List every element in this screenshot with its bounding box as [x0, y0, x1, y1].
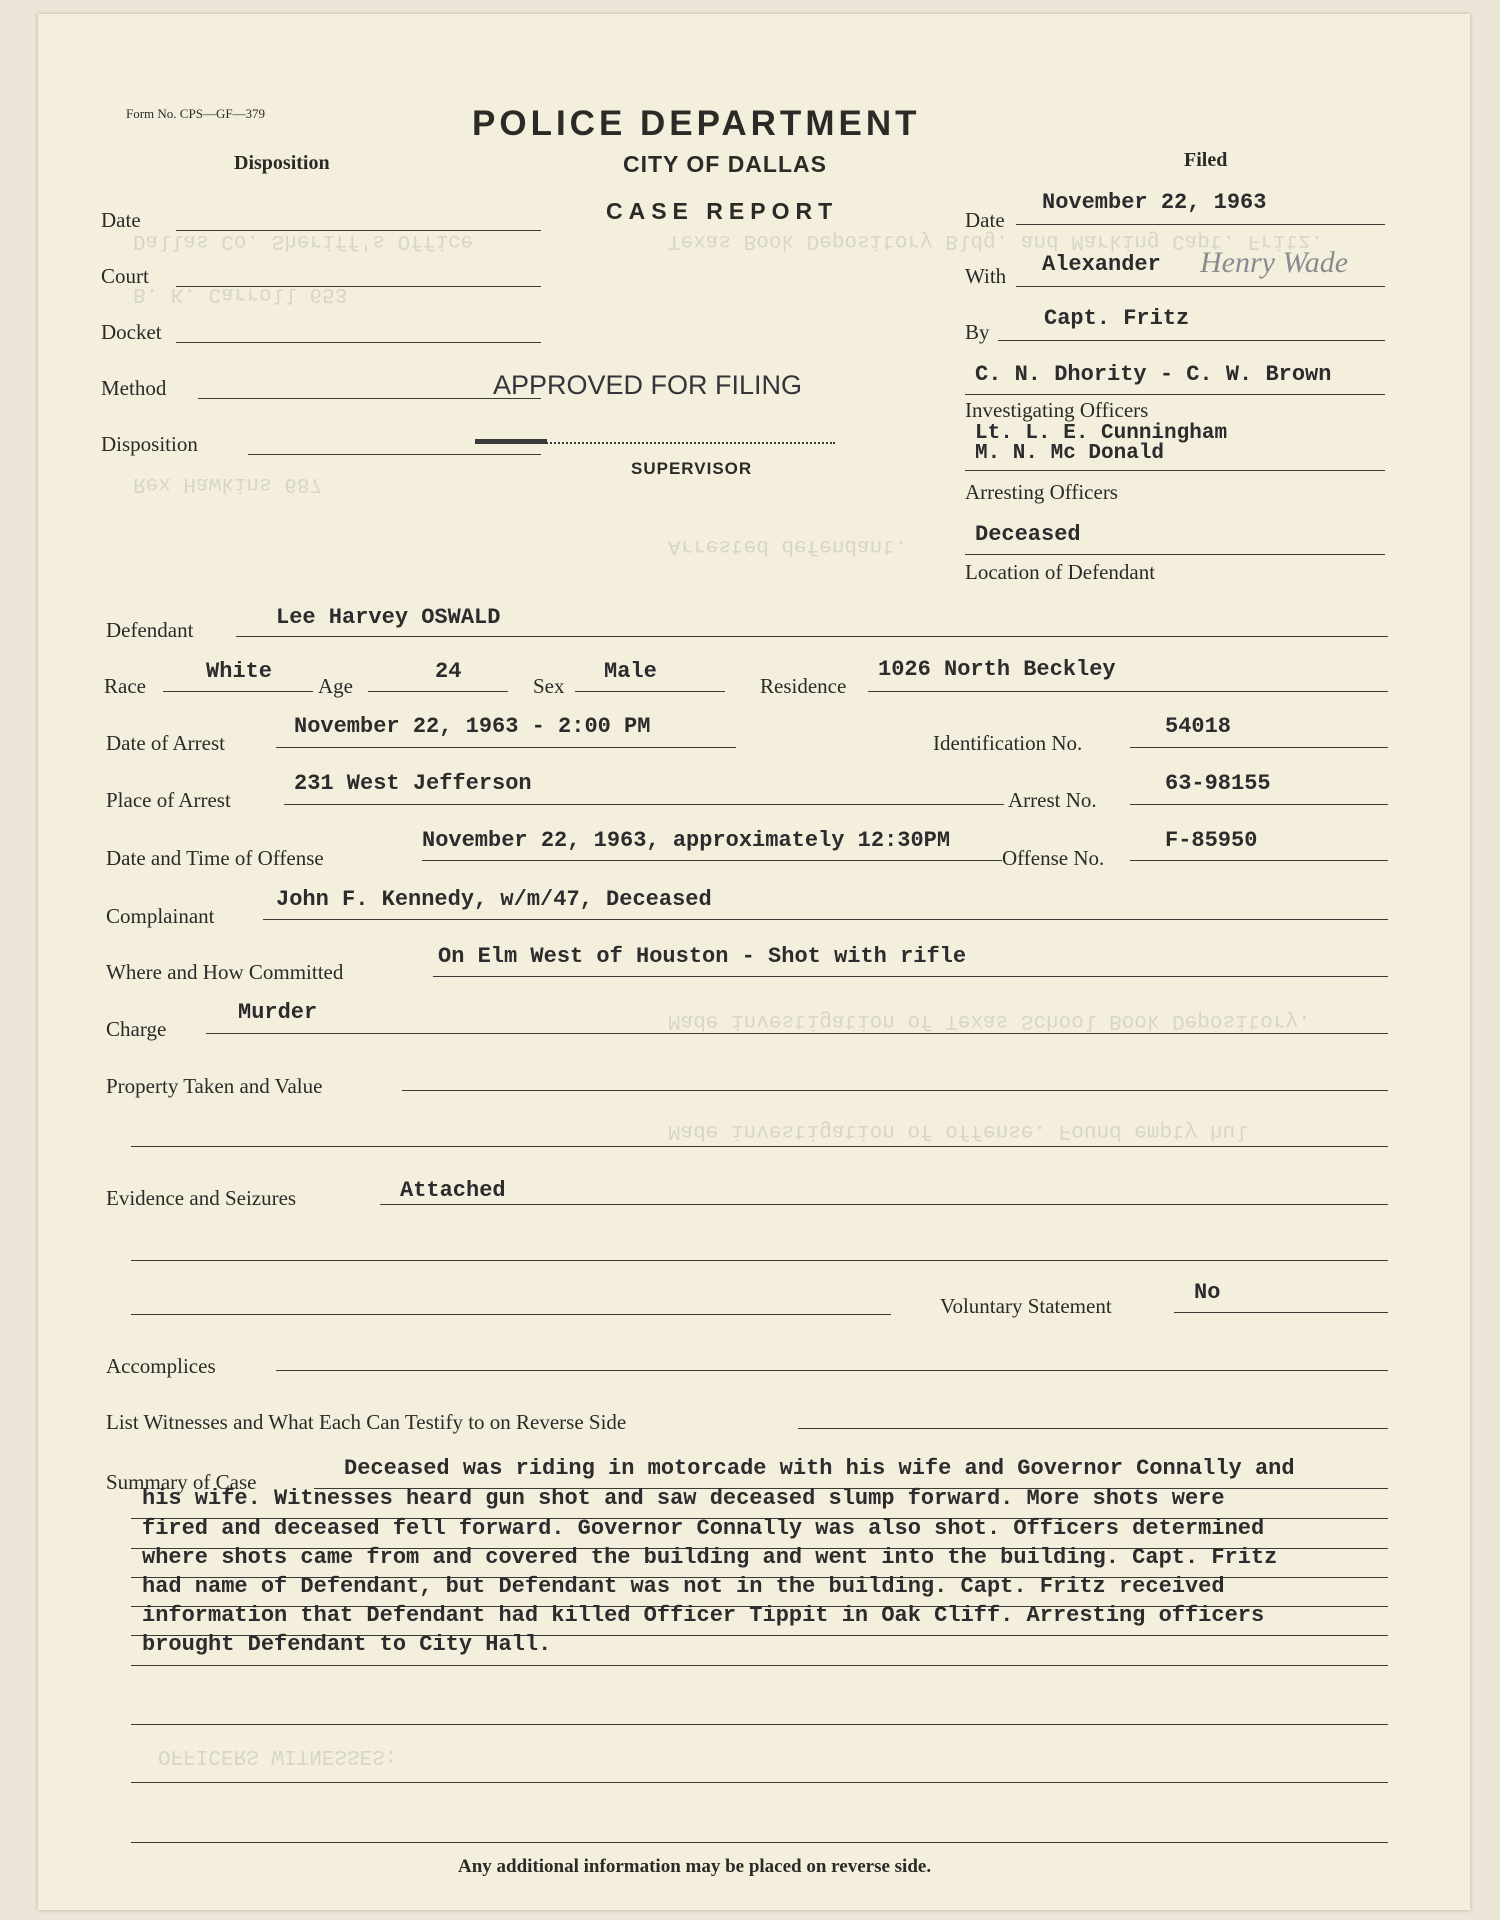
charge-value: Murder: [238, 1000, 318, 1025]
defendant-label: Defendant: [106, 618, 194, 642]
disposition-label: Disposition: [101, 432, 198, 456]
summary-line-7: brought Defendant to City Hall.: [142, 1632, 552, 1657]
supervisor-label: SUPERVISOR: [631, 459, 753, 478]
city-title: CITY OF DALLAS: [623, 151, 827, 177]
docket-label: Docket: [101, 320, 162, 344]
where-how-value: On Elm West of Houston - Shot with rifle: [438, 944, 967, 969]
summary-line-1: Deceased was riding in motorcade with his wife and Governor Connally and: [344, 1456, 1295, 1481]
filed-heading: Filed: [1184, 149, 1228, 171]
defendant-value: Lee Harvey OSWALD: [276, 605, 501, 630]
voluntary-statement-label: Voluntary Statement: [940, 1294, 1112, 1318]
identification-label: Identification No.: [933, 731, 1083, 755]
summary-line-2: his wife. Witnesses heard gun shot and saw deceased slump forward. More shots were: [142, 1486, 1225, 1511]
summary-line-6: information that Defendant had killed Officer Tippit in Oak Cliff. Arresting officers: [142, 1603, 1265, 1628]
supervisor-signature-mark: [475, 439, 547, 444]
evidence-label: Evidence and Seizures: [106, 1186, 297, 1210]
offense-time-value: November 22, 1963, approximately 12:30PM: [422, 828, 951, 853]
form-number: Form No. CPS—GF—379: [126, 106, 266, 121]
approved-stamp: APPROVED FOR FILING: [493, 370, 803, 400]
property-label: Property Taken and Value: [106, 1074, 323, 1098]
age-label: Age: [318, 674, 353, 698]
handwritten-signature: Henry Wade: [1200, 246, 1349, 279]
voluntary-statement-value: No: [1194, 1280, 1221, 1305]
summary-label: Summary of Case: [106, 1470, 257, 1494]
method-label: Method: [101, 376, 167, 400]
place-of-arrest-value: 231 West Jefferson: [294, 771, 532, 796]
race-label: Race: [104, 674, 146, 698]
arresting-officer-1: Lt. L. E. Cunningham: [975, 422, 1228, 445]
offense-time-label: Date and Time of Offense: [106, 846, 324, 870]
sex-label: Sex: [533, 674, 565, 698]
location-of-defendant-value: Deceased: [975, 522, 1081, 547]
witnesses-label: List Witnesses and What Each Can Testify to on Reverse Side: [106, 1410, 627, 1434]
summary-line-5: had name of Defendant, but Defendant was not in the building. Capt. Fritz received: [142, 1574, 1225, 1599]
by-value: Capt. Fritz: [1044, 306, 1190, 331]
complainant-value: John F. Kennedy, w/m/47, Deceased: [276, 887, 712, 912]
arrest-no-value: 63-98155: [1165, 771, 1271, 796]
place-of-arrest-label: Place of Arrest: [106, 788, 231, 812]
complainant-label: Complainant: [106, 904, 215, 928]
arresting-officers-label: Arresting Officers: [965, 480, 1118, 504]
disposition-heading: Disposition: [234, 152, 330, 174]
location-of-defendant-label: Location of Defendant: [965, 560, 1156, 584]
with-value: Alexander: [1042, 252, 1161, 277]
charge-label: Charge: [106, 1017, 167, 1041]
race-value: White: [206, 659, 273, 684]
filed-date-value: November 22, 1963: [1042, 190, 1267, 215]
date-of-arrest-value: November 22, 1963 - 2:00 PM: [294, 714, 651, 739]
date-of-arrest-label: Date of Arrest: [106, 731, 225, 755]
case-report-form: Dallas Co. Sheriff's Office B. K. Carroll 653 Rex Hawkins 687 Texas Book Depository Bldg. and Marking Capt. Fritz. Arrested defendant. Made investigation of Texas School Book Depository. Made investigation of offense. Found empty hul OFFICERS WITNESSES: Form No. CPS—GF—379 POLICE DEPARTMENT CITY OF DALLAS CASE REPORT Disposition Filed Date Court Docket Method Disposition APPROVED FOR FILING SUPERVISOR Date November 22, 1963 With Alexander Henry Wade By Capt. Fritz C. N. Dhority - C. W. Brown Investigating Officers Lt. L. E. Cunningham M. N. Mc Donald Arresting Officers Deceased Location of Defendant Defendant Lee Harvey OSWALD Race White Age 24 Sex Male Residence 1026 North Beckley Date of Arrest November 22, 1963 - 2:00 PM Identification No. 54018 Place of Arrest 231 West Jefferson Arrest No. 63-98155 Date and Time of Offense November 22, 1963, approximately 12:30PM Offense No. F-85950 Complainant John F. Kennedy, w/m/47, Deceased Where and How Committed On Elm West of Houston - Shot with rifle Charge Murder Property Taken and Value Evidence and Seizures Attached Voluntary Statement No Accomplices List Witnesses and What Each Can Testify to on Reverse Side Summary of Case Deceased was riding in motorcade with his wife and Governor Connally and his wife. Witnesses heard gun shot and saw deceased slump forward. More shots were fired and deceased fell forward. Governor Connally was also shot. Officers determined where shots came from and covered the building and went into the building. Capt. Fritz had name of Defendant, but Defendant was not in the building. Capt. Fritz received information that Defendant had killed Officer Tippit in Oak Cliff. Arresting officers brought Defendant to City Hall. Any additional information may be placed on reverse side.: [38, 14, 1470, 1910]
arresting-officer-2: M. N. Mc Donald: [975, 442, 1165, 465]
investigating-officers-value: C. N. Dhority - C. W. Brown: [975, 362, 1332, 387]
department-title: POLICE DEPARTMENT: [472, 104, 921, 143]
offense-no-label: Offense No.: [1002, 846, 1105, 870]
where-how-label: Where and How Committed: [106, 960, 344, 984]
court-label: Court: [101, 264, 149, 288]
investigating-officers-label: Investigating Officers: [965, 398, 1149, 422]
by-label: By: [965, 320, 990, 344]
with-label: With: [965, 264, 1007, 288]
offense-no-value: F-85950: [1165, 828, 1258, 853]
summary-line-3: fired and deceased fell forward. Governor Connally was also shot. Officers determined: [142, 1516, 1265, 1541]
identification-value: 54018: [1165, 714, 1232, 739]
sex-value: Male: [604, 659, 657, 684]
report-type-title: CASE REPORT: [606, 198, 839, 224]
arrest-no-label: Arrest No.: [1008, 788, 1097, 812]
evidence-value: Attached: [400, 1178, 506, 1203]
footer-note: Any additional information may be placed on reverse side.: [458, 1856, 932, 1877]
filed-date-label: Date: [965, 208, 1005, 232]
age-value: 24: [435, 659, 462, 684]
residence-label: Residence: [760, 674, 847, 698]
accomplices-label: Accomplices: [106, 1354, 216, 1378]
residence-value: 1026 North Beckley: [878, 657, 1116, 682]
disp-date-label: Date: [101, 208, 141, 232]
summary-line-4: where shots came from and covered the building and went into the building. Capt. Fritz: [142, 1545, 1278, 1570]
